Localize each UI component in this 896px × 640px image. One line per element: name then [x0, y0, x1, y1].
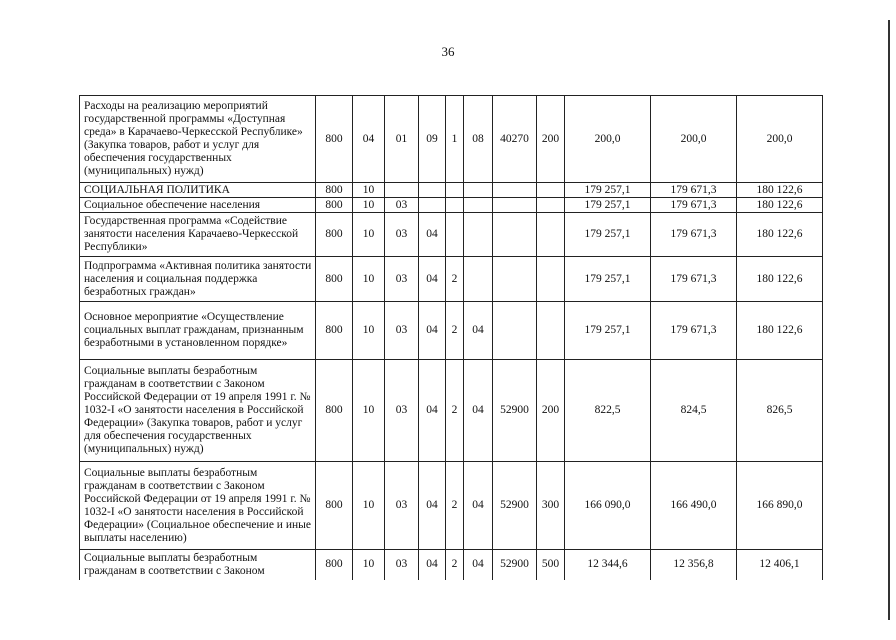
ministry-code: 800 — [316, 257, 353, 302]
event-code: 08 — [464, 96, 493, 183]
amount-year-3: 180 122,6 — [737, 183, 823, 198]
subprogram-code: 2 — [446, 302, 464, 360]
budget-table — [79, 95, 823, 580]
ministry-code: 800 — [316, 360, 353, 462]
direction-code: 40270 — [493, 96, 537, 183]
amount-year-1: 12 344,6 — [565, 550, 651, 580]
direction-code — [493, 213, 537, 257]
subprogram-code — [446, 198, 464, 213]
ministry-code: 800 — [316, 213, 353, 257]
ministry-code: 800 — [316, 96, 353, 183]
table-row — [80, 213, 823, 257]
event-code: 04 — [464, 360, 493, 462]
row-name: Социальные выплаты безработным гражданам в соответствии с Законом Российской Федерации от 19 апреля 1991 г. № 1032-I «О занятости населения в Российской Федерации» (Социальное обеспечение и иные выплаты населению) — [80, 462, 316, 550]
event-code: 04 — [464, 462, 493, 550]
page-number: 36 — [441, 44, 455, 59]
amount-year-3: 180 122,6 — [737, 302, 823, 360]
expense-type-code — [537, 257, 565, 302]
amount-year-3: 180 122,6 — [737, 198, 823, 213]
table-row — [80, 302, 823, 360]
expense-type-code: 300 — [537, 462, 565, 550]
amount-year-1: 179 257,1 — [565, 213, 651, 257]
program-code — [419, 198, 446, 213]
event-code: 04 — [464, 302, 493, 360]
section-code: 10 — [353, 257, 385, 302]
amount-year-2: 179 671,3 — [651, 183, 737, 198]
program-code: 04 — [419, 360, 446, 462]
table-row — [80, 550, 823, 580]
expense-type-code: 200 — [537, 360, 565, 462]
amount-year-2: 179 671,3 — [651, 257, 737, 302]
subsection-code: 03 — [385, 198, 419, 213]
table-row — [80, 183, 823, 198]
amount-year-3: 166 890,0 — [737, 462, 823, 550]
expense-type-code: 200 — [537, 96, 565, 183]
amount-year-1: 179 257,1 — [565, 302, 651, 360]
direction-code: 52900 — [493, 360, 537, 462]
expense-type-code — [537, 213, 565, 257]
row-name: Социальное обеспечение населения — [80, 198, 316, 213]
row-name: СОЦИАЛЬНАЯ ПОЛИТИКА — [80, 183, 316, 198]
amount-year-1: 822,5 — [565, 360, 651, 462]
direction-code — [493, 183, 537, 198]
subprogram-code: 1 — [446, 96, 464, 183]
row-name: Государственная программа «Содействие занятости населения Карачаево-Черкесской Республики» — [80, 213, 316, 257]
expense-type-code: 500 — [537, 550, 565, 580]
amount-year-3: 180 122,6 — [737, 213, 823, 257]
event-code — [464, 198, 493, 213]
section-code: 10 — [353, 360, 385, 462]
section-code: 04 — [353, 96, 385, 183]
subprogram-code: 2 — [446, 360, 464, 462]
amount-year-1: 179 257,1 — [565, 183, 651, 198]
event-code: 04 — [464, 550, 493, 580]
subsection-code: 03 — [385, 257, 419, 302]
scan-edge-line — [888, 20, 890, 620]
subsection-code — [385, 183, 419, 198]
expense-type-code — [537, 198, 565, 213]
subprogram-code — [446, 183, 464, 198]
program-code: 04 — [419, 550, 446, 580]
subprogram-code: 2 — [446, 462, 464, 550]
section-code: 10 — [353, 183, 385, 198]
amount-year-2: 179 671,3 — [651, 213, 737, 257]
subsection-code: 03 — [385, 360, 419, 462]
amount-year-2: 179 671,3 — [651, 302, 737, 360]
direction-code — [493, 198, 537, 213]
subprogram-code: 2 — [446, 257, 464, 302]
amount-year-2: 824,5 — [651, 360, 737, 462]
amount-year-2: 12 356,8 — [651, 550, 737, 580]
ministry-code: 800 — [316, 198, 353, 213]
row-name: Социальные выплаты безработным гражданам в соответствии с Законом Российской Федерации от 19 апреля 1991 г. № 1032-I «О занятости населения в Российской Федерации» (Закупка товаров, работ и услуг для обеспечения государственных (муниципальных) нужд) — [80, 360, 316, 462]
section-code: 10 — [353, 198, 385, 213]
amount-year-1: 166 090,0 — [565, 462, 651, 550]
expense-type-code — [537, 302, 565, 360]
section-code: 10 — [353, 550, 385, 580]
amount-year-3: 826,5 — [737, 360, 823, 462]
amount-year-1: 179 257,1 — [565, 257, 651, 302]
row-name: Основное мероприятие «Осуществление социальных выплат гражданам, признанным безработными в установленном порядке» — [80, 302, 316, 360]
amount-year-3: 180 122,6 — [737, 257, 823, 302]
amount-year-3: 12 406,1 — [737, 550, 823, 580]
row-name: Подпрограмма «Активная политика занятости населения и социальная поддержка безработных граждан» — [80, 257, 316, 302]
table-row — [80, 257, 823, 302]
amount-year-1: 179 257,1 — [565, 198, 651, 213]
program-code: 04 — [419, 213, 446, 257]
section-code: 10 — [353, 302, 385, 360]
event-code — [464, 213, 493, 257]
subsection-code: 03 — [385, 550, 419, 580]
amount-year-2: 200,0 — [651, 96, 737, 183]
expense-type-code — [537, 183, 565, 198]
subsection-code: 03 — [385, 213, 419, 257]
event-code — [464, 183, 493, 198]
amount-year-1: 200,0 — [565, 96, 651, 183]
row-name: Расходы на реализацию мероприятий государственной программы «Доступная среда» в Карачаево-Черкесской Республике» (Закупка товаров, работ и услуг для обеспечения государственных (муниципальных) нужд) — [80, 96, 316, 183]
row-name: Социальные выплаты безработным гражданам в соответствии с Законом — [80, 550, 316, 580]
ministry-code: 800 — [316, 550, 353, 580]
ministry-code: 800 — [316, 462, 353, 550]
direction-code: 52900 — [493, 550, 537, 580]
table-row — [80, 96, 823, 183]
section-code: 10 — [353, 213, 385, 257]
program-code: 04 — [419, 257, 446, 302]
subsection-code: 01 — [385, 96, 419, 183]
amount-year-2: 179 671,3 — [651, 198, 737, 213]
program-code: 04 — [419, 302, 446, 360]
table-row — [80, 360, 823, 462]
amount-year-3: 200,0 — [737, 96, 823, 183]
subsection-code: 03 — [385, 462, 419, 550]
subsection-code: 03 — [385, 302, 419, 360]
direction-code — [493, 257, 537, 302]
program-code — [419, 183, 446, 198]
subprogram-code: 2 — [446, 550, 464, 580]
section-code: 10 — [353, 462, 385, 550]
table-row — [80, 198, 823, 213]
direction-code: 52900 — [493, 462, 537, 550]
program-code: 09 — [419, 96, 446, 183]
amount-year-2: 166 490,0 — [651, 462, 737, 550]
program-code: 04 — [419, 462, 446, 550]
table-row — [80, 462, 823, 550]
ministry-code: 800 — [316, 302, 353, 360]
event-code — [464, 257, 493, 302]
ministry-code: 800 — [316, 183, 353, 198]
subprogram-code — [446, 213, 464, 257]
direction-code — [493, 302, 537, 360]
